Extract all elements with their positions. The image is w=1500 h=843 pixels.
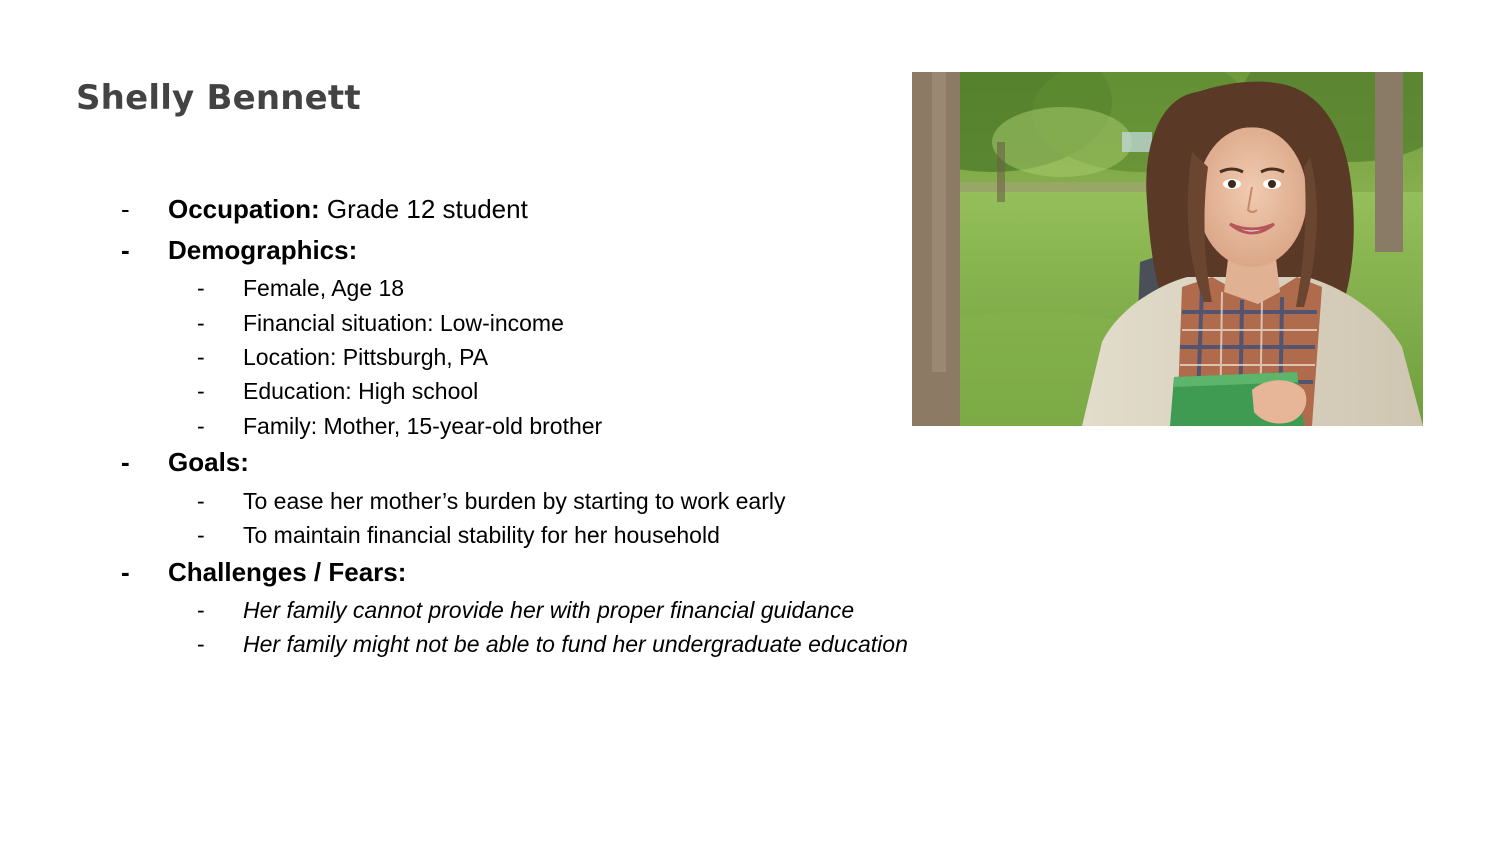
demographic-family: Family: Mother, 15-year-old brother [243,413,603,439]
bullet-dash: - [197,631,205,657]
bullet-dash: - [121,194,130,224]
bullet-dash: - [121,557,130,587]
demographic-location: Location: Pittsburgh, PA [243,344,489,370]
demographic-financial: Financial situation: Low-income [243,310,564,336]
demographic-education: Education: High school [243,378,479,404]
bullet-dash: - [197,488,205,514]
bullet-dash: - [197,310,205,336]
bullet-dash: - [197,597,205,623]
bullet-dash: - [121,235,130,265]
bullet-dash: - [197,522,205,548]
bullet-dash: - [197,378,205,404]
page-title: Shelly Bennett [76,78,361,118]
fear-item: Her family cannot provide her with proper financial guidance [243,597,855,623]
bullet-dash: - [197,413,205,439]
bullet-dash: - [121,447,130,477]
goal-item: To ease her mother’s burden by starting to work early [243,488,786,514]
fear-item: Her family might not be able to fund her undergraduate education [243,631,908,657]
occupation-value: Grade 12 student [326,194,528,224]
goals-label: Goals: [168,447,249,477]
challenges-label: Challenges / Fears: [168,557,407,587]
goal-item: To maintain financial stability for her household [243,522,720,548]
demographic-age: Female, Age 18 [243,275,405,301]
bullet-dash: - [197,275,205,301]
bullet-dash: - [197,344,205,370]
student-portrait-photo [912,72,1423,426]
demographics-label: Demographics: [168,235,358,265]
occupation-label: Occupation: [168,194,320,224]
